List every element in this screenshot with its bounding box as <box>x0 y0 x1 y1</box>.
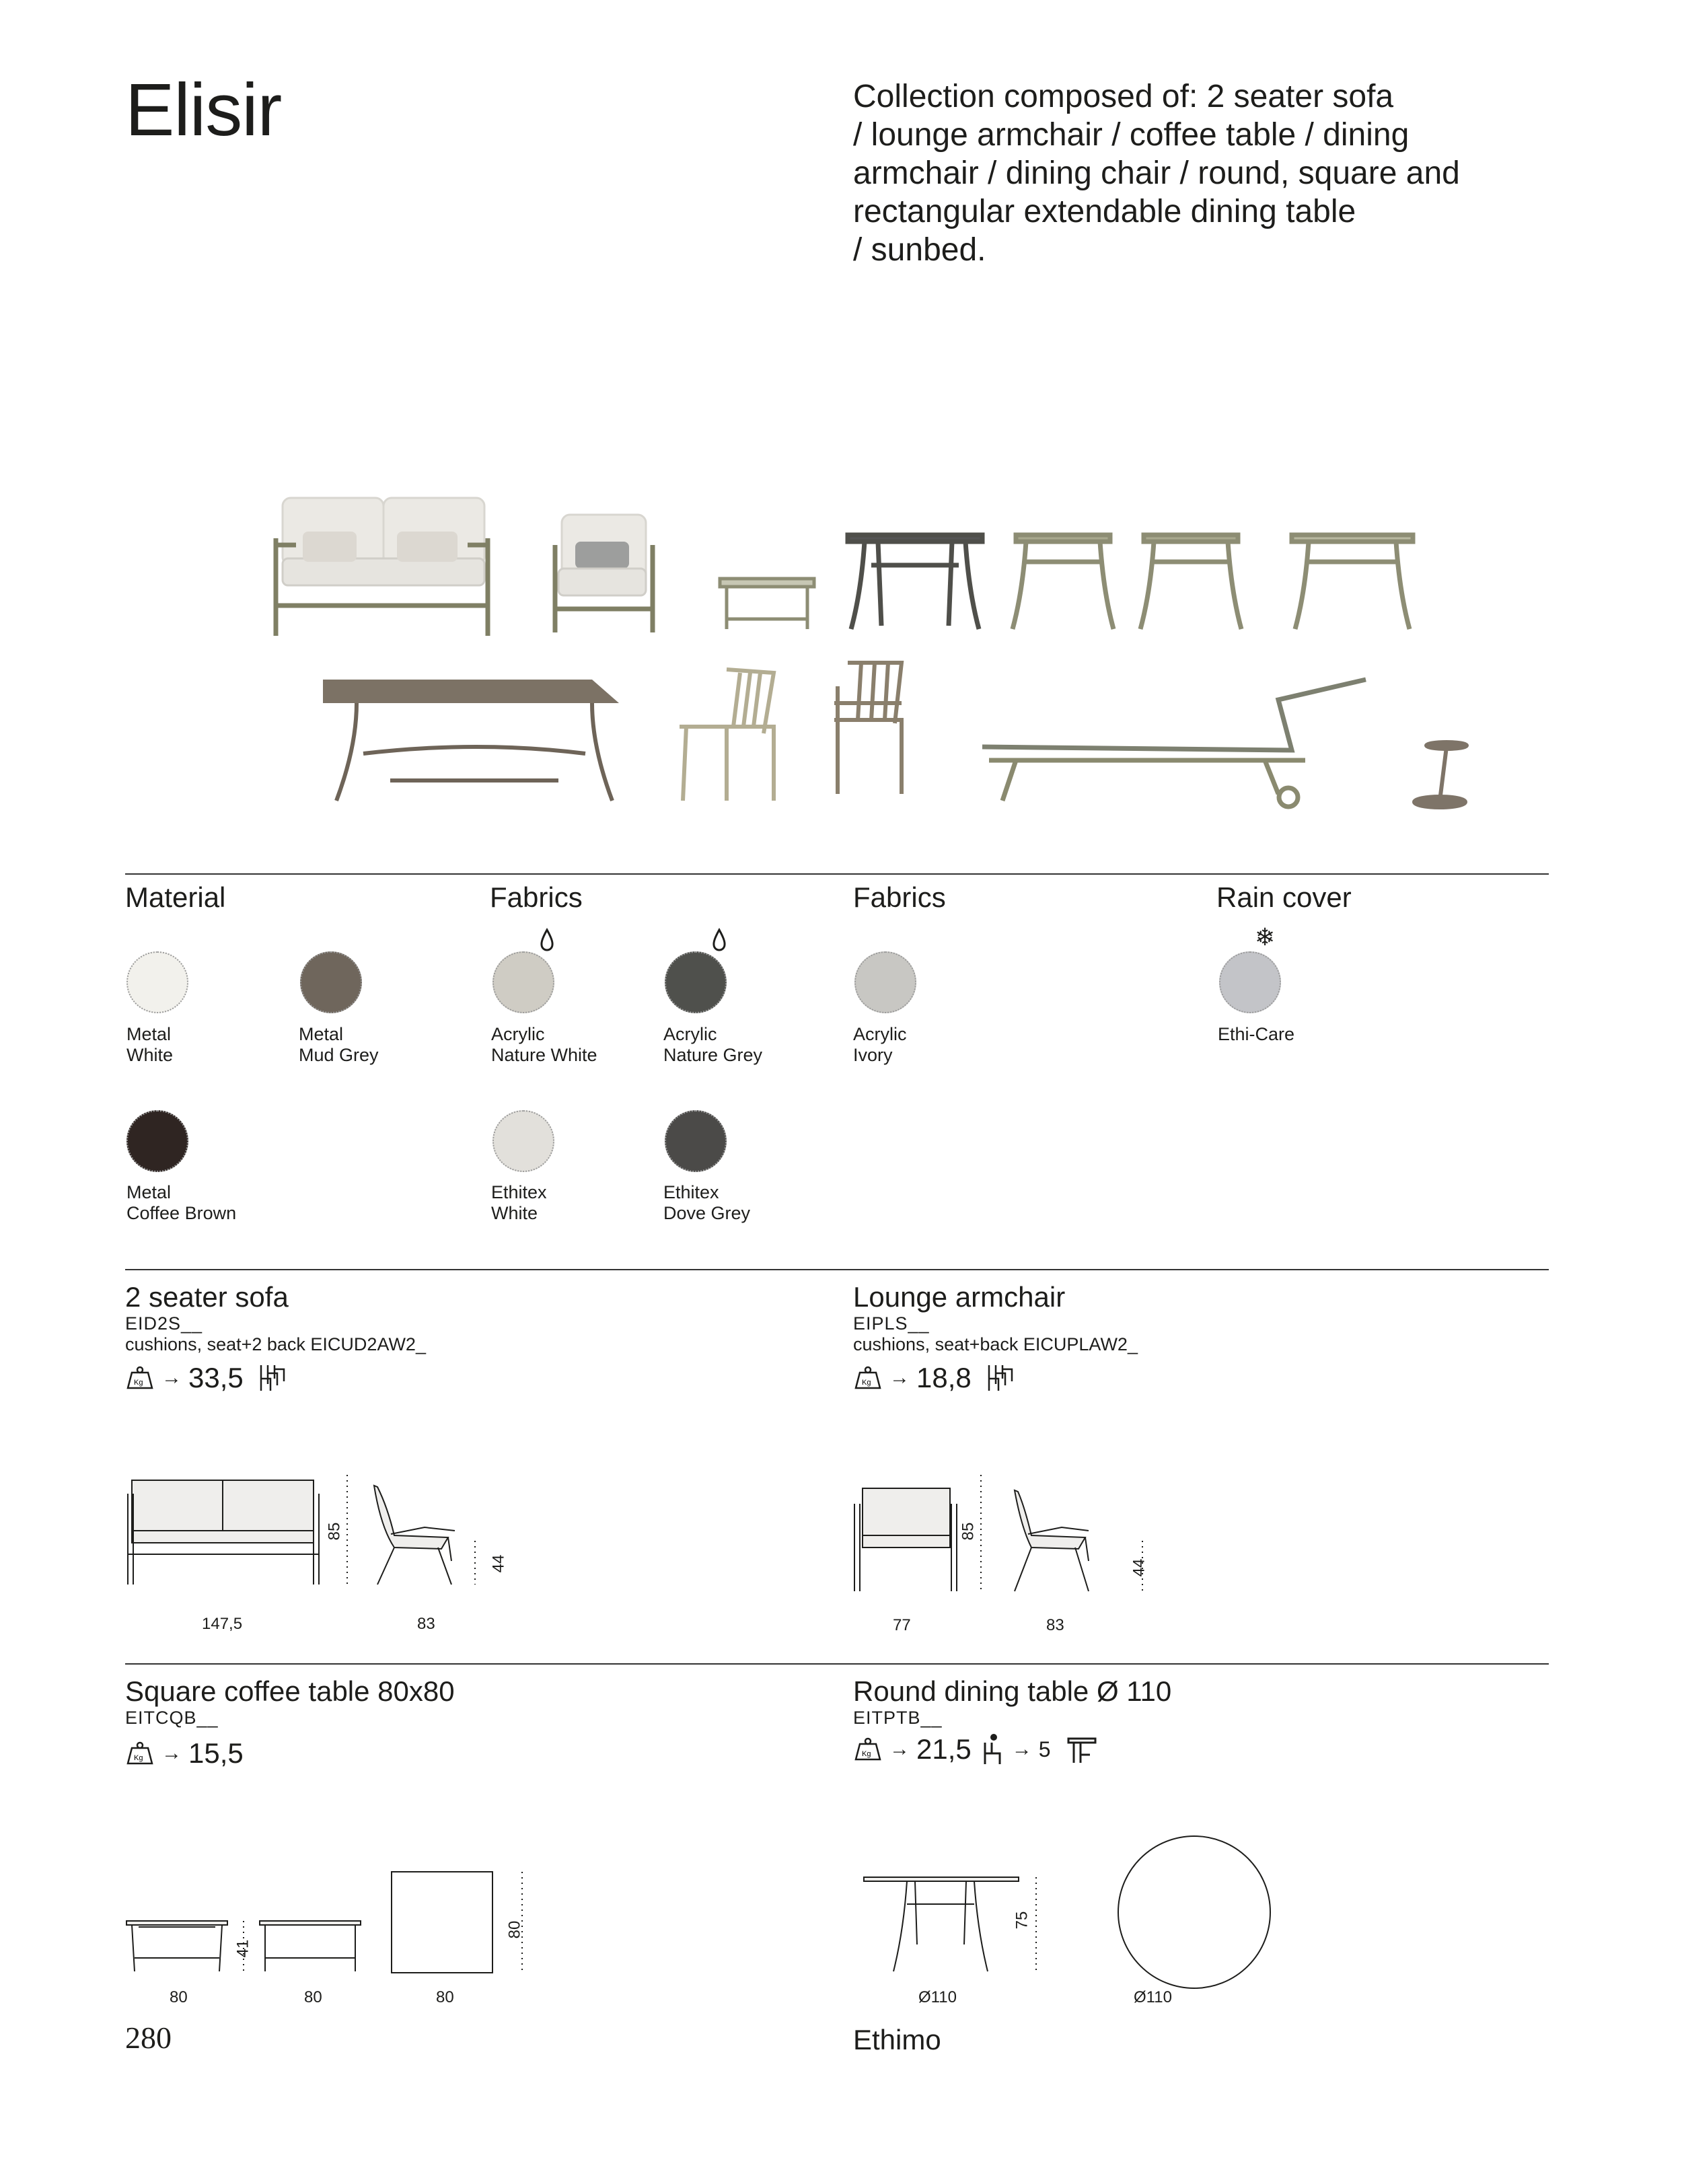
material-heading: Material <box>125 881 226 913</box>
product-coffee-table <box>125 1675 455 1728</box>
swatch-label-line: Dove Grey <box>663 1203 751 1223</box>
kg-weight-icon <box>853 1366 883 1390</box>
dimension-label: 85 <box>325 1522 344 1541</box>
collection-products-image <box>256 484 1453 821</box>
swatch-metal-coffee-brown <box>126 1110 188 1172</box>
svg-text:Kg: Kg <box>862 1750 871 1758</box>
weight-value: 33,5 <box>188 1362 244 1393</box>
swatch-label <box>491 1024 659 1066</box>
swatch-metal-white <box>126 951 188 1013</box>
arrow-icon: → <box>1011 1738 1032 1760</box>
umbrella-icon <box>1067 1735 1097 1764</box>
collection-intro <box>853 77 1526 269</box>
swatch-label <box>299 1024 467 1066</box>
weight-value: 18,8 <box>916 1362 972 1393</box>
swatch-label <box>491 1182 659 1224</box>
swatch-label-line: Ethi-Care <box>1218 1024 1295 1044</box>
rectangular-table-image <box>323 680 619 801</box>
swatch-label-line: White <box>491 1203 538 1223</box>
swatch-label-line: Metal <box>126 1024 172 1044</box>
dimension-label: 44 <box>489 1554 508 1573</box>
fabrics-heading: Fabrics <box>490 881 583 913</box>
arrow-icon: → <box>889 1738 910 1760</box>
intro-line: rectangular extendable dining table <box>853 194 1356 229</box>
weight-row <box>125 1737 244 1770</box>
intro-line: Collection composed of: 2 seater sofa <box>853 79 1394 114</box>
swatch-label-line: Nature White <box>491 1045 597 1065</box>
swatch-metal-mud-grey <box>300 951 362 1013</box>
seats-icon <box>982 1733 1005 1766</box>
swatch-label-line: White <box>126 1045 174 1065</box>
product-code: EID2S__ <box>125 1313 203 1334</box>
brand-name: Ethimo <box>853 2024 941 2055</box>
swatch-label-line: Mud Grey <box>299 1045 379 1065</box>
arrow-icon: → <box>161 1367 182 1389</box>
product-name: 2 seater sofa <box>125 1281 289 1313</box>
dimension-label: 85 <box>959 1522 978 1541</box>
swatch-label-line: Acrylic <box>491 1024 545 1044</box>
dimension-label: 41 <box>233 1939 252 1958</box>
swatch-label-line: Ivory <box>853 1045 893 1065</box>
swatch-label-line: Ethitex <box>491 1182 547 1202</box>
swatch-ethitex-dove-grey <box>665 1110 727 1172</box>
weight-row <box>125 1362 288 1394</box>
divider <box>125 1269 1549 1270</box>
page-number: 280 <box>125 2021 172 2055</box>
dimension-label: 44 <box>1130 1558 1148 1577</box>
svg-text:Kg: Kg <box>862 1379 871 1387</box>
product-name: Lounge armchair <box>853 1281 1066 1313</box>
swatch-label-line: Coffee Brown <box>126 1203 237 1223</box>
round-table-image <box>848 535 982 629</box>
swatch-acrylic-ivory <box>854 951 916 1013</box>
dimension-label: 80 <box>304 1988 322 2006</box>
swatch-label <box>663 1024 832 1066</box>
dimension-label: 77 <box>893 1616 911 1634</box>
page-title: Elisir <box>125 69 282 151</box>
swatch-label <box>663 1182 832 1224</box>
product-name: Square coffee table 80x80 <box>125 1675 455 1707</box>
dimension-label: Ø110 <box>1134 1988 1172 2006</box>
arrow-icon: → <box>889 1367 910 1389</box>
swatch-label-line: Acrylic <box>853 1024 907 1044</box>
dimension-label: Ø110 <box>918 1988 957 2006</box>
sunbed-image <box>982 680 1366 807</box>
kg-weight-icon <box>125 1741 155 1766</box>
rain-cover-heading: Rain cover <box>1216 881 1352 913</box>
product-code: EITPTB__ <box>853 1708 943 1728</box>
coffee-table-image <box>720 579 814 629</box>
dimension-label: 147,5 <box>202 1615 243 1633</box>
lounge-armchair-image <box>555 515 653 632</box>
drop-icon <box>712 929 727 951</box>
side-table-image <box>1414 742 1467 807</box>
swatch-acrylic-nature-white <box>492 951 554 1013</box>
product-round-dining-table <box>853 1675 1171 1728</box>
sofa-image <box>276 498 488 636</box>
seats-value: 5 <box>1038 1737 1051 1761</box>
product-name: Round dining table Ø 110 <box>853 1675 1172 1707</box>
swatch-label <box>126 1182 295 1224</box>
weight-row <box>853 1362 1016 1394</box>
dimension-label: 80 <box>170 1988 188 2006</box>
weight-value: 21,5 <box>916 1733 972 1765</box>
swatch-acrylic-nature-grey <box>665 951 727 1013</box>
kg-weight-icon <box>125 1366 155 1390</box>
arrow-icon: → <box>161 1742 182 1764</box>
dimension-label: 83 <box>417 1615 435 1633</box>
divider <box>125 1663 1549 1665</box>
stackable-icon <box>257 1364 288 1392</box>
dining-chair-image <box>680 669 774 801</box>
round-table-technical-drawing <box>853 1817 1270 1985</box>
swatch-label <box>853 1024 1021 1066</box>
svg-text:Kg: Kg <box>134 1379 143 1387</box>
weight-row <box>853 1733 1097 1766</box>
product-code: EITCQB__ <box>125 1708 219 1728</box>
swatch-label-line: Acrylic <box>663 1024 717 1044</box>
dimension-label: 83 <box>1046 1616 1064 1634</box>
product-cushions: cushions, seat+back EICUPLAW2_ <box>853 1334 1138 1354</box>
intro-line: armchair / dining chair / round, square and <box>853 155 1460 191</box>
fabrics-heading-2: Fabrics <box>853 881 946 913</box>
product-code: EIPLS__ <box>853 1313 930 1334</box>
product-cushions: cushions, seat+2 back EICUD2AW2_ <box>125 1334 426 1354</box>
product-sofa <box>125 1281 426 1355</box>
swatch-ethitex-white <box>492 1110 554 1172</box>
weight-value: 15,5 <box>188 1737 244 1769</box>
kg-weight-icon <box>853 1737 883 1761</box>
product-lounge-armchair <box>853 1281 1138 1355</box>
swatch-label <box>1218 1024 1386 1045</box>
swatch-label <box>126 1024 295 1066</box>
intro-line: / sunbed. <box>853 232 986 268</box>
dimension-label: 80 <box>436 1988 454 2006</box>
coffee-table-technical-drawing <box>125 1857 542 1985</box>
lounge-technical-drawing <box>853 1473 1190 1628</box>
drop-icon <box>540 929 554 951</box>
stackable-icon <box>985 1364 1016 1392</box>
swatch-label-line: Metal <box>299 1024 344 1044</box>
divider <box>125 873 1549 875</box>
swatch-ethi-care <box>1219 951 1281 1013</box>
sofa-technical-drawing <box>125 1473 529 1628</box>
square-table-image <box>1013 535 1413 629</box>
swatch-label-line: Ethitex <box>663 1182 719 1202</box>
snowflake-icon: ❄ <box>1255 923 1276 951</box>
swatch-label-line: Metal <box>126 1182 172 1202</box>
dining-armchair-image <box>834 663 902 794</box>
dimension-label: 80 <box>505 1920 524 1939</box>
dimension-label: 75 <box>1013 1911 1031 1930</box>
swatch-label-line: Nature Grey <box>663 1045 763 1065</box>
svg-text:Kg: Kg <box>134 1754 143 1762</box>
intro-line: / lounge armchair / coffee table / dining <box>853 117 1410 153</box>
